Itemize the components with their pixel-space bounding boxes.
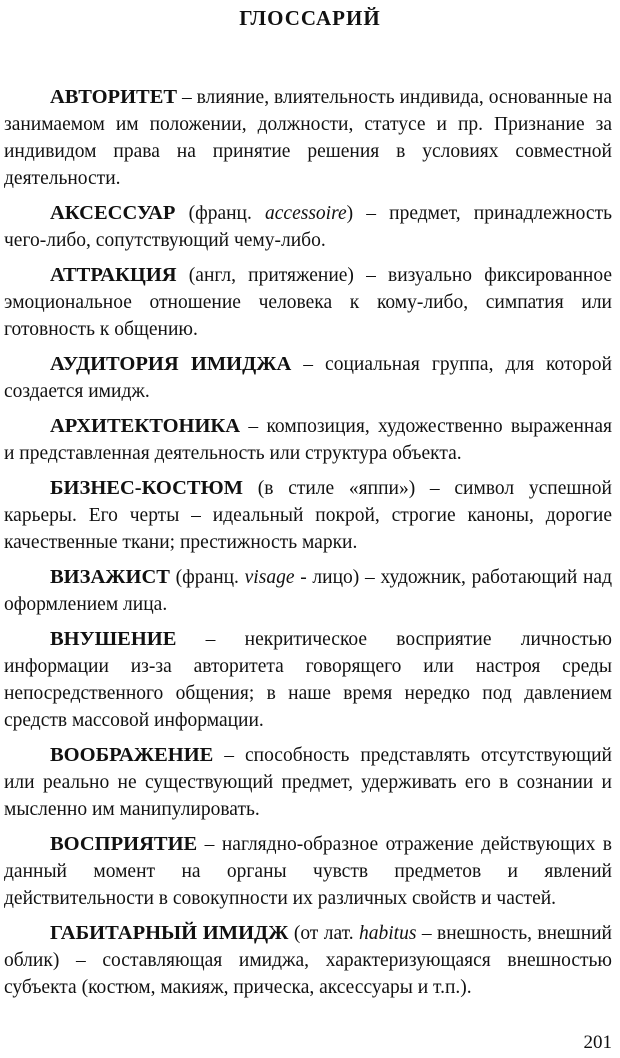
glossary-entry	[4, 920, 612, 1001]
glossary-entry	[4, 200, 612, 254]
glossary-term: ВОСПРИЯТИЕ	[50, 833, 198, 855]
foreign-word: accessoire	[265, 203, 347, 224]
glossary-entry	[4, 262, 612, 343]
definition-prefix: (франц.	[175, 203, 266, 224]
glossary-entry	[4, 742, 612, 823]
glossary-definition: - лицо) – художник, работающий над оформлением лица.	[4, 567, 612, 615]
glossary-definition: (англ, притяжение) – визуально фиксированное эмоциональное отношение человека к кому-либо, симпатия или готовность к общению.	[4, 265, 612, 340]
glossary-definition: – влияние, влиятельность индивида, основанные на занимаемом им положении, должности, статусе и пр. Признание за индивидом права на принятие решения в условиях совместной деятельности.	[4, 87, 612, 189]
page-title: ГЛОССАРИЙ	[239, 6, 381, 30]
glossary-term: ВИЗАЖИСТ	[50, 566, 170, 588]
glossary-entry	[4, 475, 612, 556]
glossary-definition: – некритическое восприятие личностью информации из-за авторитета говорящего или настроя среды непосредственного общения; в наше время нередко под давлением средств массовой информации.	[4, 629, 612, 731]
glossary-term: АУДИТОРИЯ ИМИДЖА	[50, 353, 292, 375]
glossary-entry	[4, 84, 612, 192]
glossary-definition: – наглядно-образное отражение действующих в данный момент на органы чувств предметов и явлений действительности в совокупности их различных свойств и частей.	[4, 834, 612, 909]
glossary-term: ВНУШЕНИЕ	[50, 628, 177, 650]
definition-prefix: (франц.	[169, 567, 245, 588]
glossary-term: АТТРАКЦИЯ	[50, 264, 177, 286]
definition-prefix: (от лат.	[288, 923, 359, 944]
glossary-definition: – композиция, художественно выраженная и представленная деятельность или структура объекта.	[4, 416, 612, 464]
glossary-definition: ) – предмет, принадлежность чего-либо, сопутствующий чему-либо.	[4, 203, 612, 251]
glossary-entry	[4, 413, 612, 467]
glossary-term: АКСЕССУАР	[50, 202, 176, 224]
glossary-entry	[4, 626, 612, 734]
glossary-term: БИЗНЕС-КОСТЮМ	[50, 477, 244, 499]
glossary-term: АВТОРИТЕТ	[50, 86, 178, 108]
glossary-definition: – способность представлять отсутствующий или реально не существующий предмет, удерживать его в сознании и мысленно им манипулировать.	[4, 745, 612, 820]
glossary-definition: (в стиле «яппи») – символ успешной карьеры. Его черты – идеальный покрой, строгие каноны, дорогие качественные ткани; престижность марки.	[4, 478, 612, 553]
glossary-term: ГАБИТАРНЫЙ ИМИДЖ	[50, 922, 289, 944]
glossary-term: ВООБРАЖЕНИЕ	[50, 744, 214, 766]
page-number: 201	[583, 1032, 612, 1053]
glossary-definition: – внешность, внешний облик) – составляющая имиджа, характеризующаяся внешностью субъекта (костюм, макияж, прическа, аксессуары и т.п.).	[4, 923, 612, 998]
foreign-word: habitus	[359, 923, 417, 944]
glossary-entry	[4, 564, 612, 618]
glossary-definition: – социальная группа, для которой создается имидж.	[4, 354, 612, 402]
foreign-word: visage	[244, 567, 295, 588]
glossary-list	[4, 84, 612, 1009]
glossary-term: АРХИТЕКТОНИКА	[50, 415, 241, 437]
glossary-entry	[4, 831, 612, 912]
glossary-entry	[4, 351, 612, 405]
